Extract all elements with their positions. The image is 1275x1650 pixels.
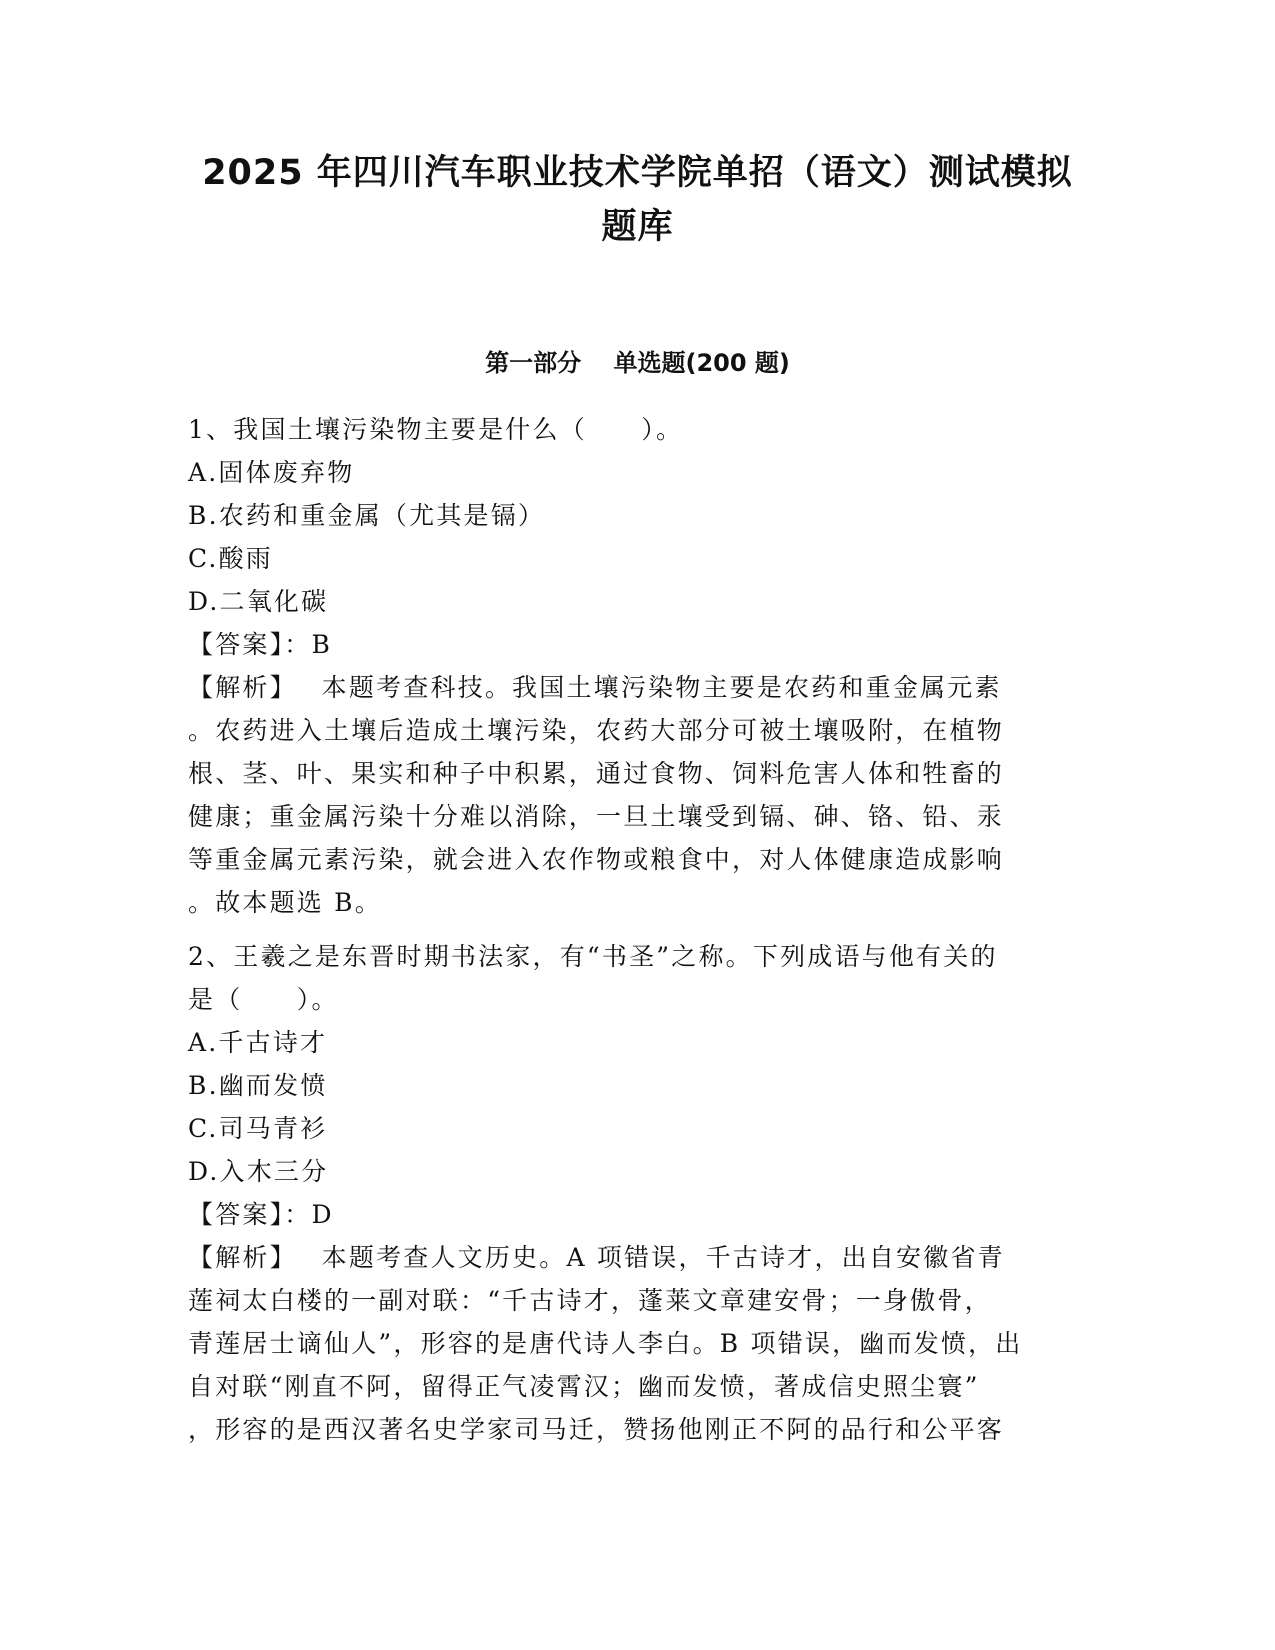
analysis-line: 等重金属元素污染，就会进入农作物或粮食中，对人体健康造成影响 [188,845,1005,874]
analysis-line: 根、茎、叶、果实和种子中积累，通过食物、饲料危害人体和牲畜的 [188,759,1005,788]
option-d: D.二氧化碳 [188,587,329,616]
answer: 【答案】：D [188,1200,334,1229]
analysis-line: 莲祠太白楼的一副对联：“千古诗才，蓬莱文章建安骨；一身傲骨， [188,1286,992,1315]
section-title: 第一部分 单选题(200 题) [485,349,790,377]
analysis-line: 。农药进入土壤后造成土壤污染，农药大部分可被土壤吸附，在植物 [188,716,1005,745]
answer: 【答案】：B [188,630,333,659]
analysis-line: 自对联“刚直不阿，留得正气凌霄汉；幽而发愤，著成信史照尘寰” [188,1372,980,1401]
document-title: 2025 年四川汽车职业技术学院单招（语文）测试模拟题库 [202,153,1073,247]
option-b: B.农药和重金属（尤其是镉） [188,501,546,530]
analysis-line: ，形容的是西汉著名史学家司马迁，赞扬他刚正不阿的品行和公平客 [188,1415,1005,1444]
analysis-line: 青莲居士谪仙人”，形容的是唐代诗人李白。B 项错误，幽而发愤，出 [188,1329,1023,1358]
analysis-line: 【解析】 本题考查人文历史。A 项错误，千古诗才，出自安徽省青 [188,1243,1005,1272]
analysis-line: 。故本题选 B。 [188,888,382,917]
analysis-line: 健康；重金属污染十分难以消除，一旦土壤受到镉、砷、铬、铅、汞 [188,802,1005,831]
question-2 [188,935,1088,1451]
option-a: A.固体废弃物 [188,458,355,487]
question-stem: 是（ ）。 [188,985,339,1014]
option-a: A.千古诗才 [188,1028,328,1057]
question-stem: 1、我国土壤污染物主要是什么（ ）。 [188,415,684,444]
option-c: C.司马青衫 [188,1114,328,1143]
question-1 [188,408,1088,924]
option-b: B.幽而发愤 [188,1071,328,1100]
question-list [188,408,1088,1462]
option-c: C.酸雨 [188,544,273,573]
option-d: D.入木三分 [188,1157,329,1186]
analysis-line: 【解析】 本题考查科技。我国土壤污染物主要是农药和重金属元素 [188,673,1002,702]
question-stem: 2、王羲之是东晋时期书法家，有“书圣”之称。下列成语与他有关的 [188,942,998,971]
